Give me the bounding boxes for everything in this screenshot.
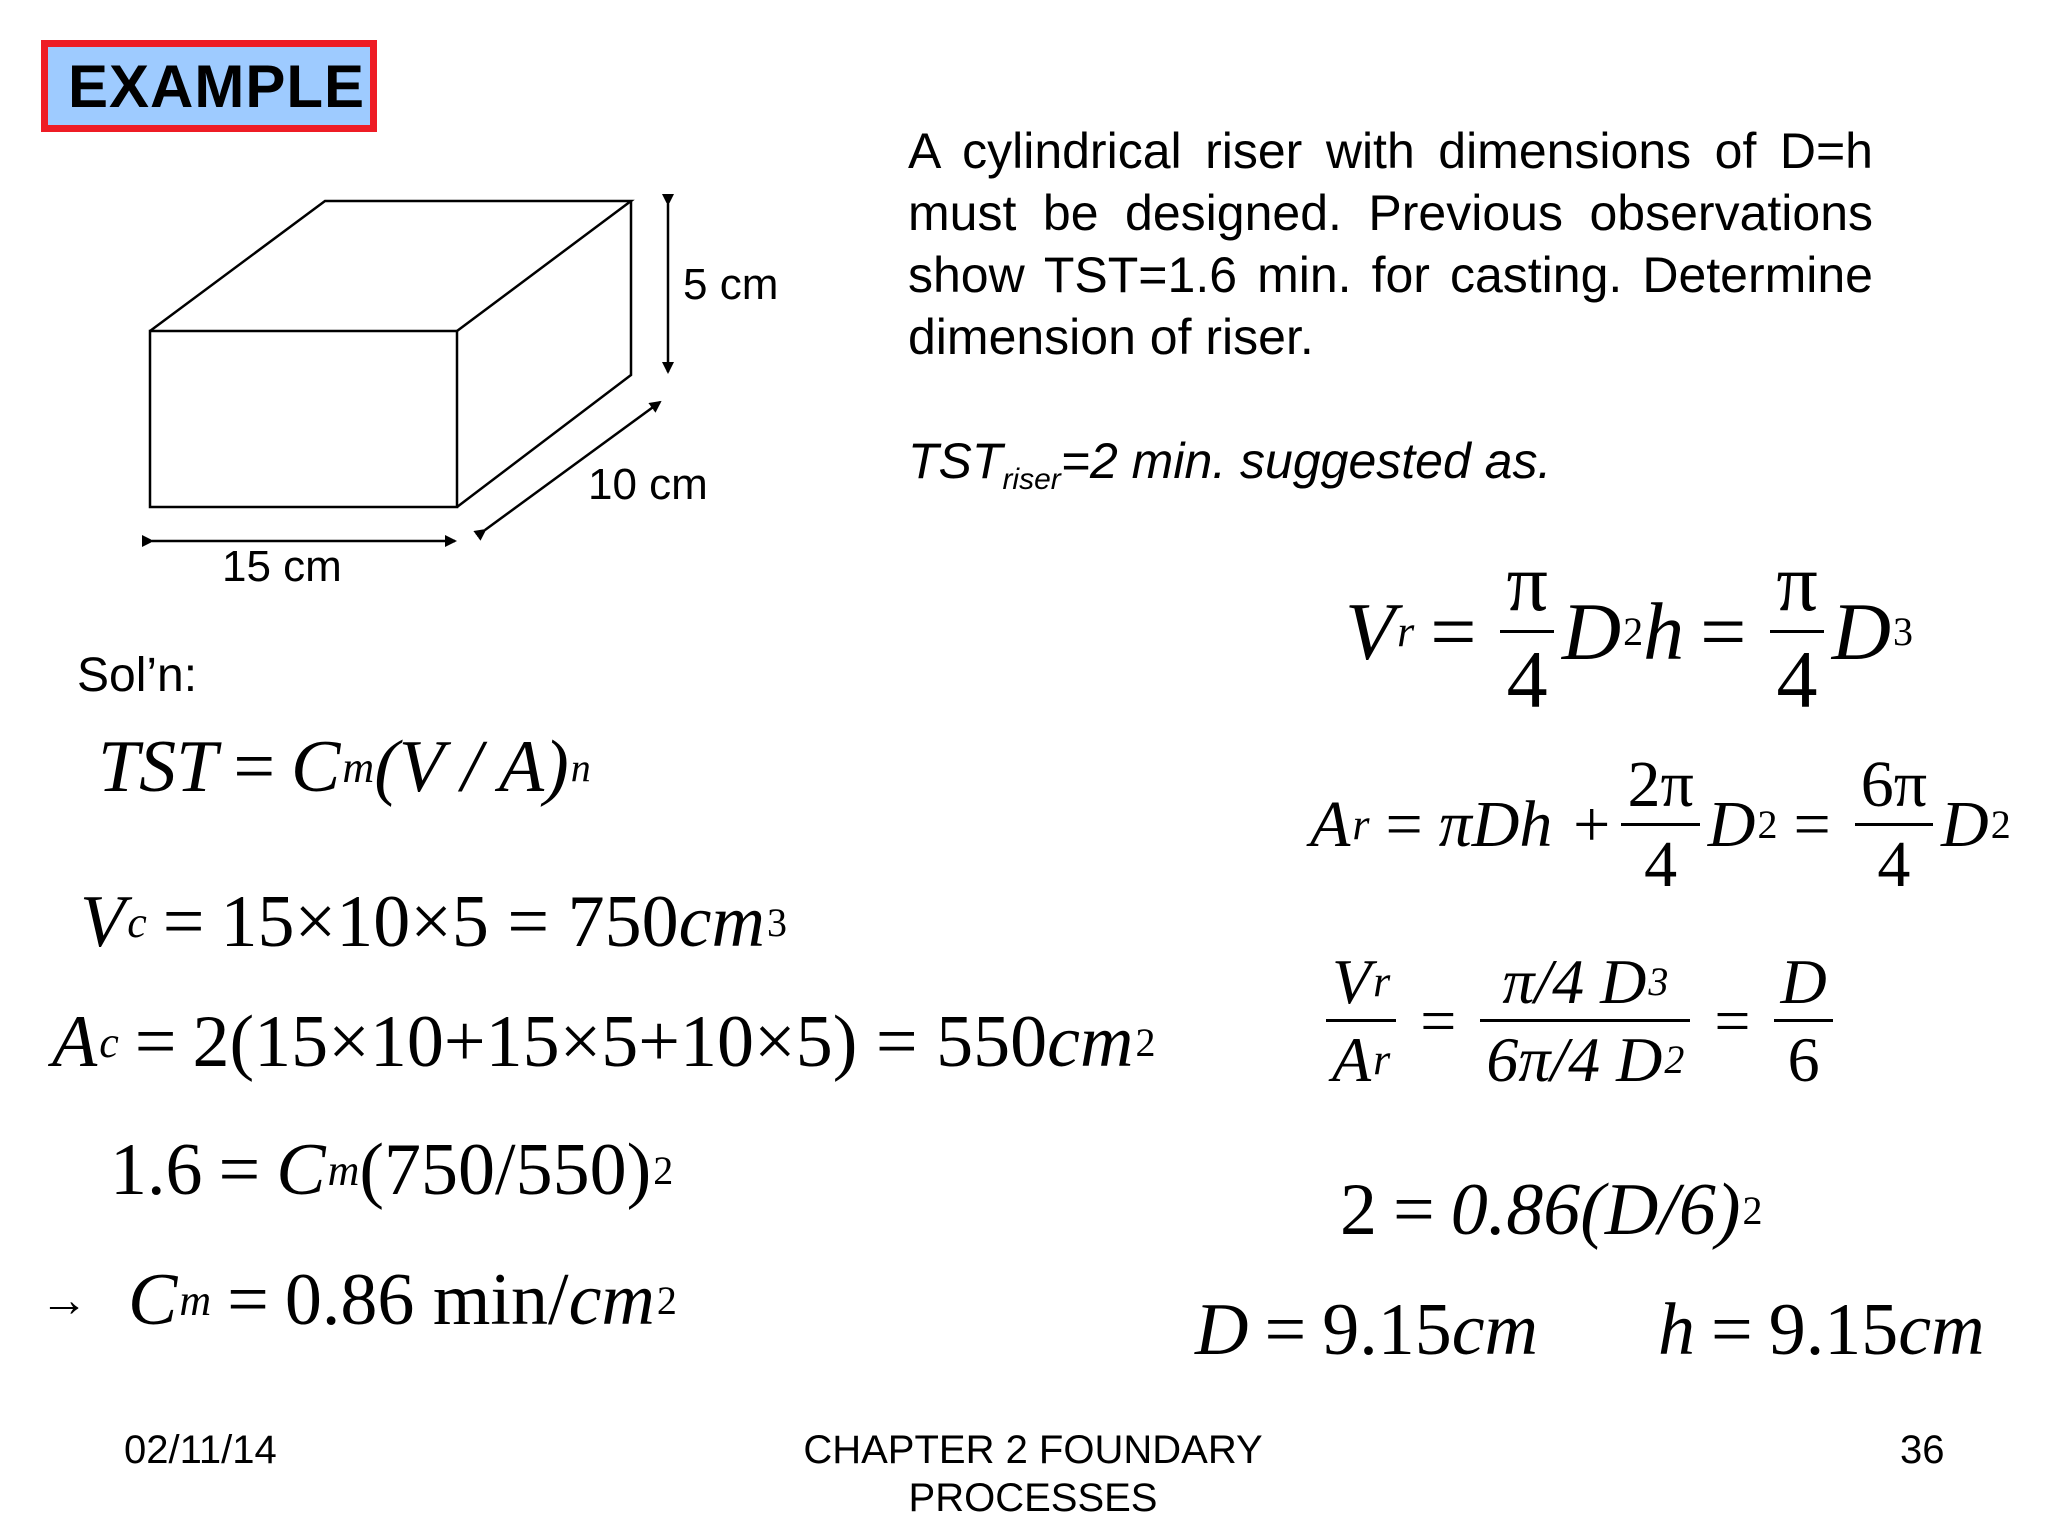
eq1-exp: n: [570, 745, 591, 790]
ar-d: D: [1707, 787, 1756, 861]
eq5-equals: =: [227, 1259, 269, 1341]
eq5-c: C: [128, 1259, 178, 1341]
vr-num-1: π: [1506, 537, 1548, 628]
eq5-exp: 2: [656, 1278, 677, 1323]
eq6-rhs: 0.86(D/6): [1450, 1169, 1741, 1251]
vr-bar-1: [1500, 630, 1553, 633]
result-h-unit: cm: [1898, 1289, 1985, 1371]
vr-h: h: [1643, 585, 1685, 677]
eq3-a: A: [52, 1001, 98, 1083]
equation-ar: [1310, 750, 2011, 900]
eq3-a-sub: c: [99, 1018, 119, 1067]
eq5-val: 0.86 min/: [284, 1259, 569, 1341]
result-h-equals: =: [1710, 1289, 1753, 1371]
box-top-face: [150, 201, 631, 331]
eq4-equals: =: [218, 1129, 261, 1211]
eq6-exp: 2: [1742, 1188, 1763, 1233]
vr-d2: D: [1831, 585, 1891, 677]
vr-fraction-2: [1770, 537, 1823, 726]
vr-sub: r: [1397, 607, 1415, 657]
ratio-fraction-rhs: [1774, 946, 1832, 1096]
equation-ratio: [1318, 946, 1841, 1096]
ratio-fraction-lhs: [1326, 946, 1396, 1096]
ratio-equals: =: [1420, 984, 1457, 1056]
vr-equals: =: [1430, 585, 1477, 677]
ratio-bar-lhs: [1326, 1019, 1396, 1022]
ratio-mid-num-text: π/4 D: [1502, 946, 1647, 1017]
depth-label: 10 cm: [588, 460, 708, 509]
equation-tst: [98, 725, 591, 810]
equation-cm-solve: [110, 1128, 673, 1213]
ar-bar-2: [1855, 823, 1933, 826]
equation-d-solve: [1340, 1168, 1763, 1253]
height-label: 5 cm: [683, 260, 779, 309]
ratio-fraction-mid: [1480, 946, 1690, 1096]
ar-sub: r: [1352, 800, 1370, 850]
eq2-v-sub: c: [127, 898, 147, 947]
ar-a: A: [1310, 787, 1351, 861]
eq1-c: C: [291, 726, 341, 808]
eq1-lhs: TST: [98, 726, 218, 808]
result-d-val: 9.15: [1322, 1289, 1452, 1371]
footer-date: 02/11/14: [124, 1428, 277, 1472]
eq4-c-sub: m: [327, 1146, 360, 1195]
width-label: 15 cm: [222, 542, 342, 591]
eq5-c-sub: m: [179, 1276, 212, 1325]
eq2-expr: 15×10×5 = 750: [220, 881, 679, 963]
ratio-a: A: [1332, 1024, 1372, 1096]
vr-den-1: 4: [1506, 634, 1548, 726]
ar-d2-exp: 2: [1990, 802, 2011, 848]
ar-fraction-1: [1621, 750, 1699, 900]
eq2-unit: cm: [678, 881, 765, 963]
eq5-unit: cm: [568, 1259, 655, 1341]
footer-chapter: CHAPTER 2 FOUNDARY PROCESSES: [803, 1428, 1263, 1520]
ar-term: πDh +: [1438, 787, 1614, 861]
vr-fraction-1: [1500, 537, 1553, 726]
equation-vc: [80, 880, 787, 965]
result-h-val: 9.15: [1768, 1289, 1899, 1371]
example-badge: [41, 40, 377, 132]
eq4-body: (750/550): [359, 1129, 652, 1211]
ratio-lhs-num: [1326, 948, 1396, 1015]
ratio-mid-den-text: 6π/4 D: [1486, 1024, 1663, 1096]
ratio-bar-rhs: [1774, 1019, 1832, 1022]
ratio-v-sub: r: [1373, 956, 1391, 1006]
eq3-unit: cm: [1047, 1001, 1134, 1083]
eq2-equals: =: [162, 881, 205, 963]
ratio-v: V: [1332, 946, 1372, 1017]
equation-vr: [1345, 537, 1913, 726]
result-h: h: [1657, 1289, 1695, 1371]
eq1-equals: =: [233, 726, 276, 808]
equation-result: [1195, 1288, 1985, 1373]
vr-v: V: [1345, 585, 1396, 677]
ar-bar-1: [1621, 823, 1699, 826]
eq4-exp: 2: [653, 1148, 674, 1193]
ratio-bar-mid: [1480, 1019, 1690, 1022]
vr-d: D: [1561, 585, 1622, 677]
ratio-lhs-den: [1326, 1024, 1396, 1096]
ar-den-1: 4: [1644, 828, 1678, 902]
ar-d-exp: 2: [1757, 802, 1778, 848]
vr-num-2: π: [1776, 537, 1818, 628]
eq4-c: C: [276, 1129, 326, 1211]
example-badge-label: EXAMPLE: [68, 52, 366, 120]
riser-time-hint: [908, 432, 1551, 497]
result-d: D: [1195, 1289, 1249, 1371]
eq2-v: V: [80, 881, 126, 963]
ratio-rhs-den: 6: [1787, 1024, 1820, 1096]
eq1-c-sub: m: [342, 743, 375, 792]
eq4-lhs: 1.6: [110, 1129, 203, 1211]
ar-num-2: 6π: [1860, 748, 1928, 821]
eq6-lhs: 2: [1340, 1169, 1377, 1251]
ratio-mid-num: [1496, 948, 1674, 1015]
vr-d2-exp: 3: [1892, 609, 1913, 655]
ar-den-2: 4: [1877, 828, 1911, 902]
ratio-equals-2: =: [1714, 984, 1751, 1056]
result-d-equals: =: [1264, 1289, 1307, 1371]
footer-page-number: 36: [1900, 1428, 1945, 1472]
box-front-face: [150, 331, 457, 507]
ratio-mid-den-exp: 2: [1664, 1036, 1685, 1082]
ratio-rhs-num: D: [1780, 946, 1827, 1017]
result-d-unit: cm: [1451, 1289, 1538, 1371]
ratio-mid-num-exp: 3: [1648, 958, 1669, 1004]
vr-den-2: 4: [1776, 634, 1818, 726]
eq3-expr: 2(15×10+15×5+10×5) = 550: [192, 1001, 1048, 1083]
eq3-equals: =: [134, 1001, 177, 1083]
eq6-equals: =: [1393, 1169, 1435, 1251]
hint-rest: =2 min. suggested as.: [1060, 433, 1552, 489]
ar-d2: D: [1941, 787, 1989, 861]
vr-d-exp: 2: [1623, 609, 1644, 655]
ratio-mid-den: [1480, 1024, 1690, 1096]
hint-main: TST: [908, 433, 1003, 489]
ratio-a-sub: r: [1373, 1034, 1391, 1084]
ar-equals: =: [1385, 787, 1423, 861]
ar-equals-2: =: [1793, 787, 1831, 861]
arrow-icon: →: [40, 1274, 88, 1327]
equation-cm-result: [40, 1258, 677, 1343]
eq1-body: (V / A): [374, 726, 569, 808]
box-diagram: [140, 190, 820, 590]
ar-num-1: 2π: [1627, 748, 1694, 821]
eq3-exp: 2: [1135, 1020, 1156, 1065]
vr-equals-2: =: [1700, 585, 1747, 677]
problem-statement: A cylindrical riser with dimensions of D=h must be designed. Previous observations show TST=1.6 min. for casting. Determine dimension of riser.: [908, 123, 1873, 365]
solution-label: Sol’n:: [77, 649, 198, 702]
vr-bar-2: [1770, 630, 1823, 633]
eq2-exp: 3: [766, 900, 787, 945]
ar-fraction-2: [1855, 750, 1933, 900]
equation-ac: [52, 1000, 1155, 1085]
hint-sub: riser: [1002, 463, 1061, 496]
